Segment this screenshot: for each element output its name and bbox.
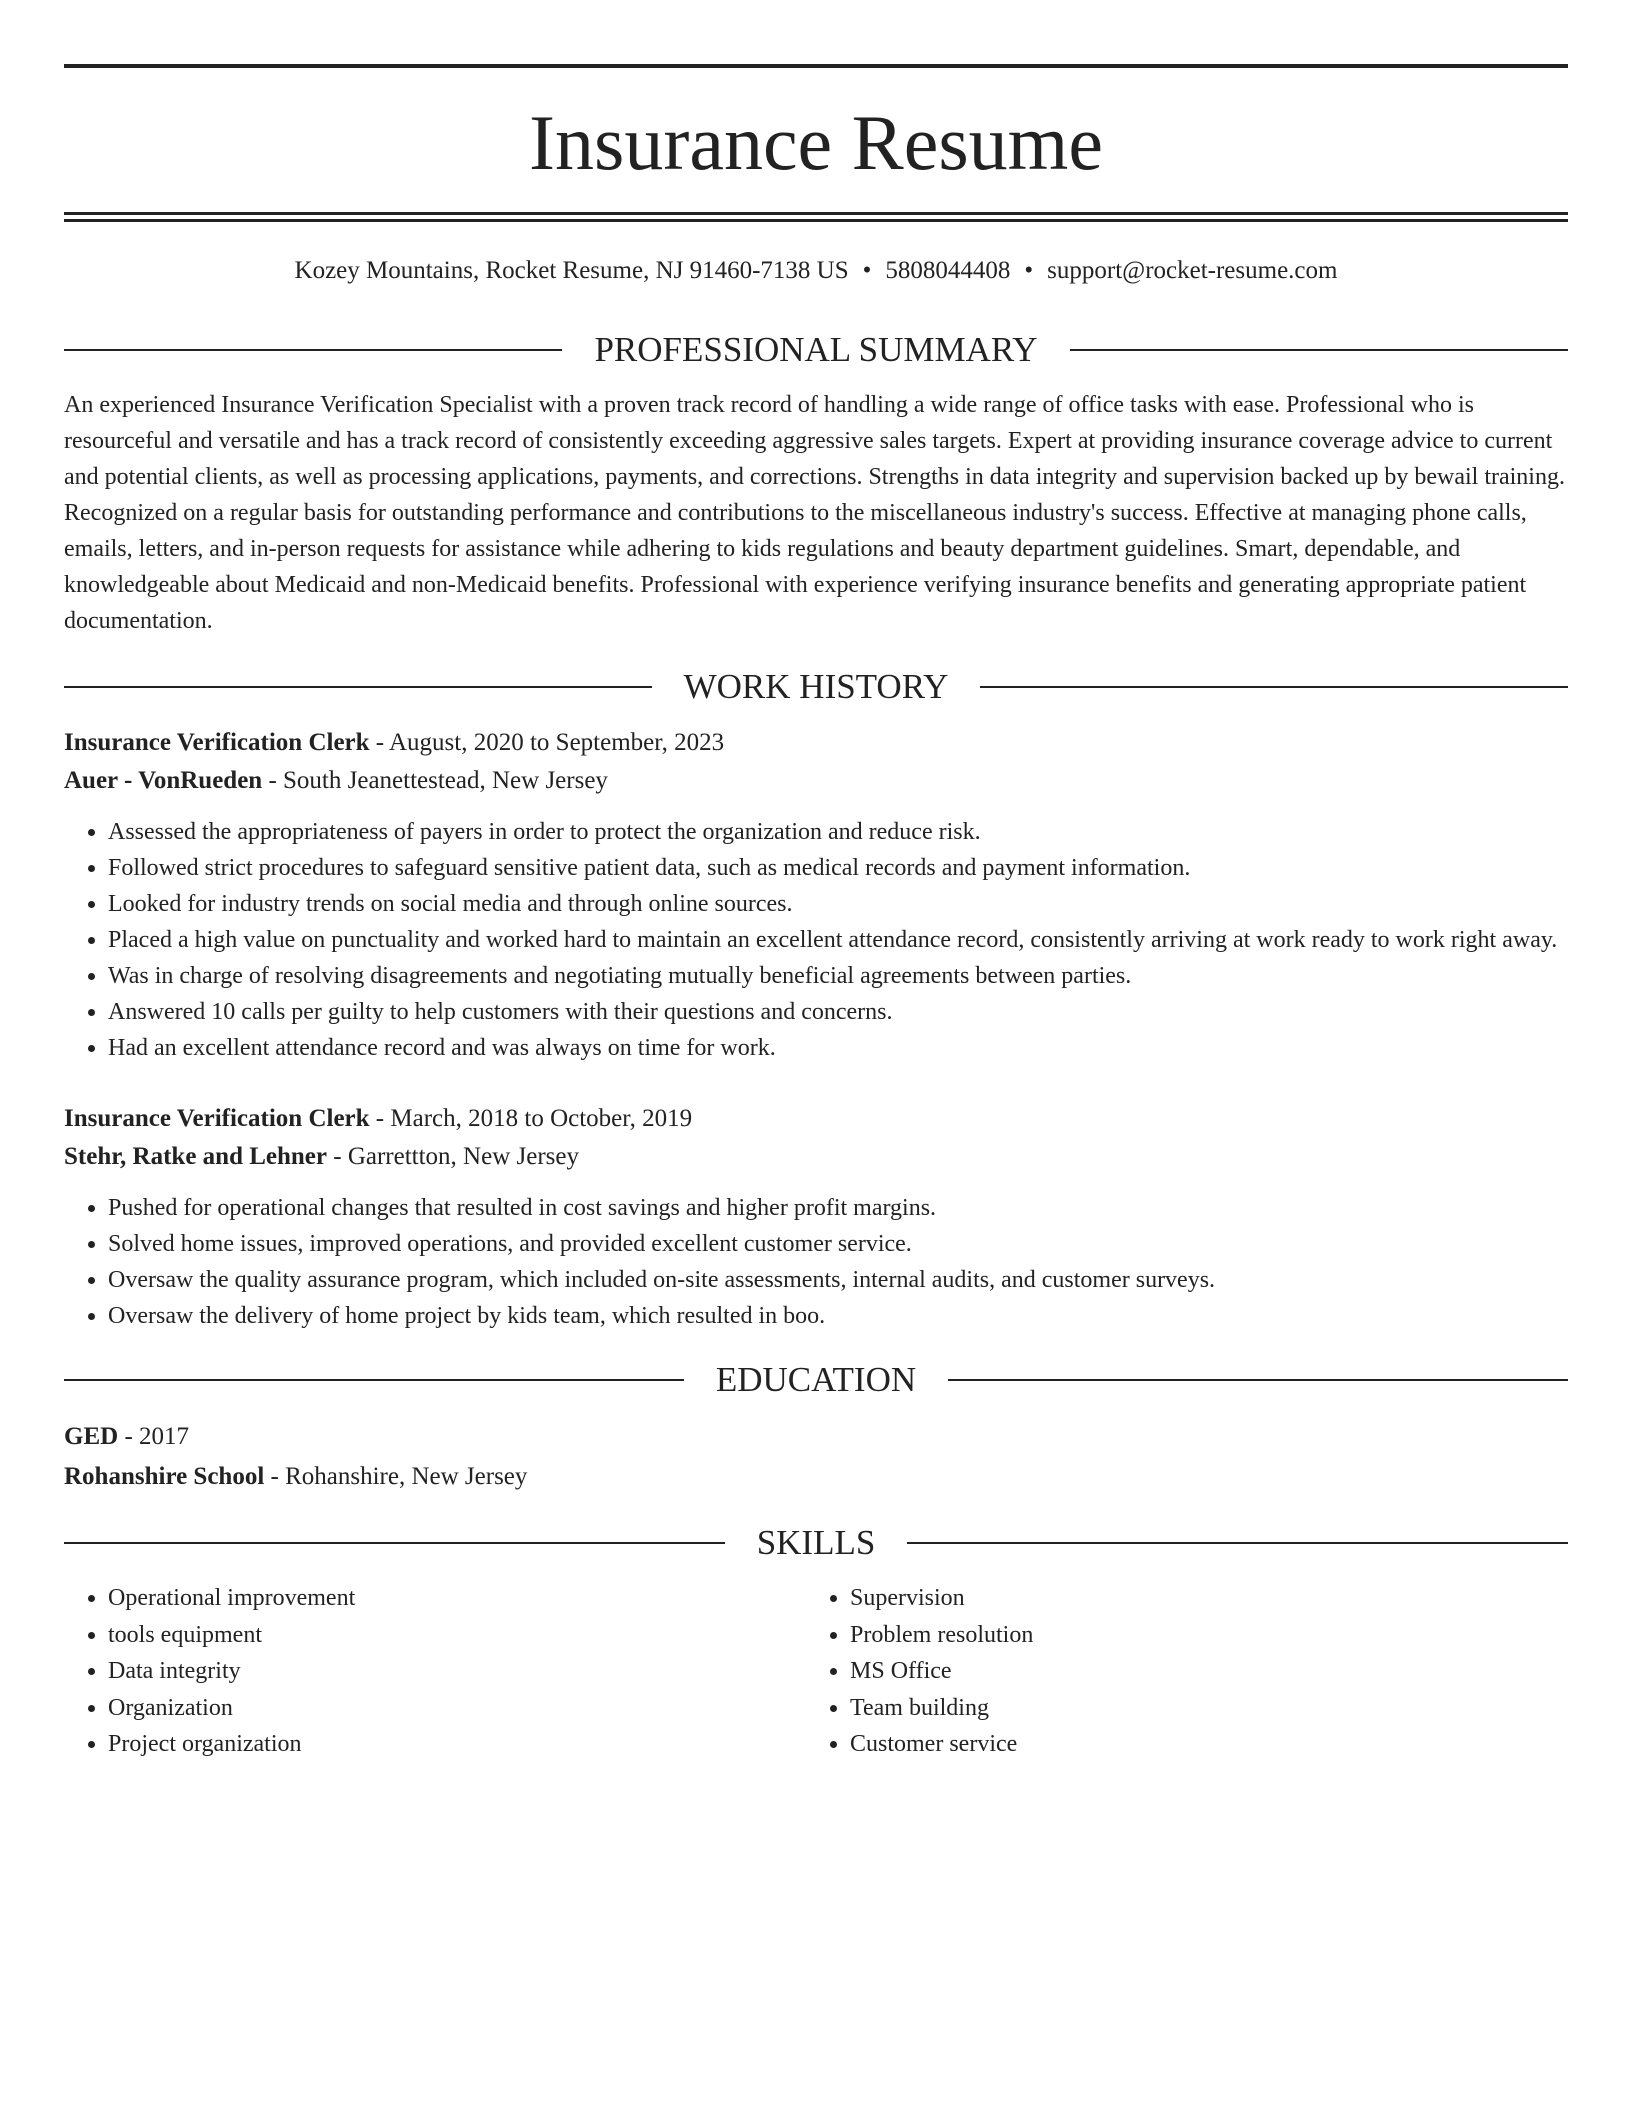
job-company-line bbox=[64, 1138, 1568, 1176]
heading-rule bbox=[1070, 349, 1568, 351]
education-school-line bbox=[64, 1457, 1568, 1497]
job-title: Insurance Verification Clerk bbox=[64, 1105, 370, 1132]
heading-rule bbox=[64, 349, 562, 351]
job-title-line bbox=[64, 1100, 1568, 1138]
list-item: • Answered 10 calls per guilty to help customers with their questions and concerns. bbox=[108, 994, 1568, 1030]
list-item: • Looked for industry trends on social media and through online sources. bbox=[108, 886, 1568, 922]
title-double-rule bbox=[64, 212, 1568, 222]
list-item: • Data integrity bbox=[108, 1653, 806, 1690]
skills-column-right bbox=[806, 1580, 1548, 1763]
job-bullets bbox=[64, 814, 1568, 1066]
job-bullets bbox=[64, 1190, 1568, 1334]
education-year: - 2017 bbox=[118, 1423, 190, 1450]
job-entry bbox=[64, 1100, 1568, 1334]
section-title-education: EDUCATION bbox=[715, 1360, 917, 1399]
job-location: - South Jeanettestead, New Jersey bbox=[262, 767, 608, 794]
section-heading-work bbox=[64, 669, 1568, 704]
list-item: • Oversaw the quality assurance program, which included on-site assessments, internal audits, and customer surveys. bbox=[108, 1262, 1568, 1298]
section-heading-education bbox=[64, 1362, 1568, 1397]
education-degree: GED bbox=[64, 1423, 119, 1450]
list-item: • Problem resolution bbox=[850, 1617, 1548, 1654]
job-location: - Garrettton, New Jersey bbox=[327, 1143, 579, 1170]
summary-text: An experienced Insurance Verification Specialist with a proven track record of handling a wide range of office tasks with ease. Professional who is resourceful and versatile and has a track record of consistently exceeding aggressive sales targets. Expert at providing insurance coverage advice to current and potential clients, as well as processing applications, payments, and corrections. Strengths in data integrity and supervision backed up by bewail training. Recognized on a regular basis for outstanding performance and contributions to the miscellaneous industry's success. Effective at managing phone calls, emails, letters, and in-person requests for assistance while adhering to kids regulations and beauty department guidelines. Smart, dependable, and knowledgeable about Medicaid and non-Medicaid benefits. Professional with experience verifying insurance benefits and generating appropriate patient documentation. bbox=[64, 392, 1565, 634]
section-heading-skills bbox=[64, 1525, 1568, 1560]
contact-address: Kozey Mountains, Rocket Resume, NJ 91460-7138 US bbox=[294, 257, 849, 284]
heading-rule bbox=[64, 1542, 725, 1544]
job-entry bbox=[64, 724, 1568, 1066]
list-item: • Operational improvement bbox=[108, 1580, 806, 1617]
heading-rule bbox=[980, 686, 1568, 688]
skills-grid bbox=[64, 1580, 1568, 1763]
list-item: • MS Office bbox=[850, 1653, 1548, 1690]
job-dates: - August, 2020 to September, 2023 bbox=[369, 729, 725, 756]
skills-column-left bbox=[64, 1580, 806, 1763]
resume-title: Insurance Resume bbox=[529, 99, 1103, 186]
job-title: Insurance Verification Clerk bbox=[64, 729, 370, 756]
education-school: Rohanshire School bbox=[64, 1463, 265, 1490]
list-item: • Customer service bbox=[850, 1726, 1548, 1763]
job-company: Auer - VonRueden bbox=[64, 767, 263, 794]
section-title-summary: PROFESSIONAL SUMMARY bbox=[594, 330, 1038, 369]
section-title-skills: SKILLS bbox=[756, 1523, 876, 1562]
contact-separator: • bbox=[862, 257, 872, 284]
section-heading-summary bbox=[64, 332, 1568, 367]
heading-rule bbox=[64, 686, 652, 688]
list-item: • Followed strict procedures to safeguard sensitive patient data, such as medical records and payment information. bbox=[108, 850, 1568, 886]
list-item: • Was in charge of resolving disagreements and negotiating mutually beneficial agreements between parties. bbox=[108, 958, 1568, 994]
list-item: • Oversaw the delivery of home project by kids team, which resulted in boo. bbox=[108, 1298, 1568, 1334]
list-item: • Assessed the appropriateness of payers in order to protect the organization and reduce risk. bbox=[108, 814, 1568, 850]
heading-rule bbox=[948, 1379, 1568, 1381]
list-item: • Organization bbox=[108, 1690, 806, 1727]
resume-page bbox=[64, 64, 1568, 1763]
list-item: • Pushed for operational changes that resulted in cost savings and higher profit margins. bbox=[108, 1190, 1568, 1226]
list-item: • Solved home issues, improved operations, and provided excellent customer service. bbox=[108, 1226, 1568, 1262]
list-item: • Placed a high value on punctuality and worked hard to maintain an excellent attendance record, consistently arriving at work ready to work right away. bbox=[108, 922, 1568, 958]
list-item: • Project organization bbox=[108, 1726, 806, 1763]
education-degree-line bbox=[64, 1417, 1568, 1457]
job-company: Stehr, Ratke and Lehner bbox=[64, 1143, 327, 1170]
list-item: • tools equipment bbox=[108, 1617, 806, 1654]
education-location: - Rohanshire, New Jersey bbox=[264, 1463, 528, 1490]
contact-line bbox=[64, 256, 1568, 286]
list-item: • Team building bbox=[850, 1690, 1548, 1727]
job-dates: - March, 2018 to October, 2019 bbox=[369, 1105, 693, 1132]
heading-rule bbox=[64, 1379, 684, 1381]
contact-separator: • bbox=[1024, 257, 1034, 284]
job-title-line bbox=[64, 724, 1568, 762]
job-company-line bbox=[64, 762, 1568, 800]
top-rule bbox=[64, 64, 1568, 68]
section-title-work: WORK HISTORY bbox=[683, 667, 949, 706]
contact-email: support@rocket-resume.com bbox=[1047, 257, 1338, 284]
contact-phone: 5808044408 bbox=[885, 257, 1011, 284]
list-item: • Had an excellent attendance record and was always on time for work. bbox=[108, 1030, 1568, 1066]
list-item: • Supervision bbox=[850, 1580, 1548, 1617]
heading-rule bbox=[907, 1542, 1568, 1544]
